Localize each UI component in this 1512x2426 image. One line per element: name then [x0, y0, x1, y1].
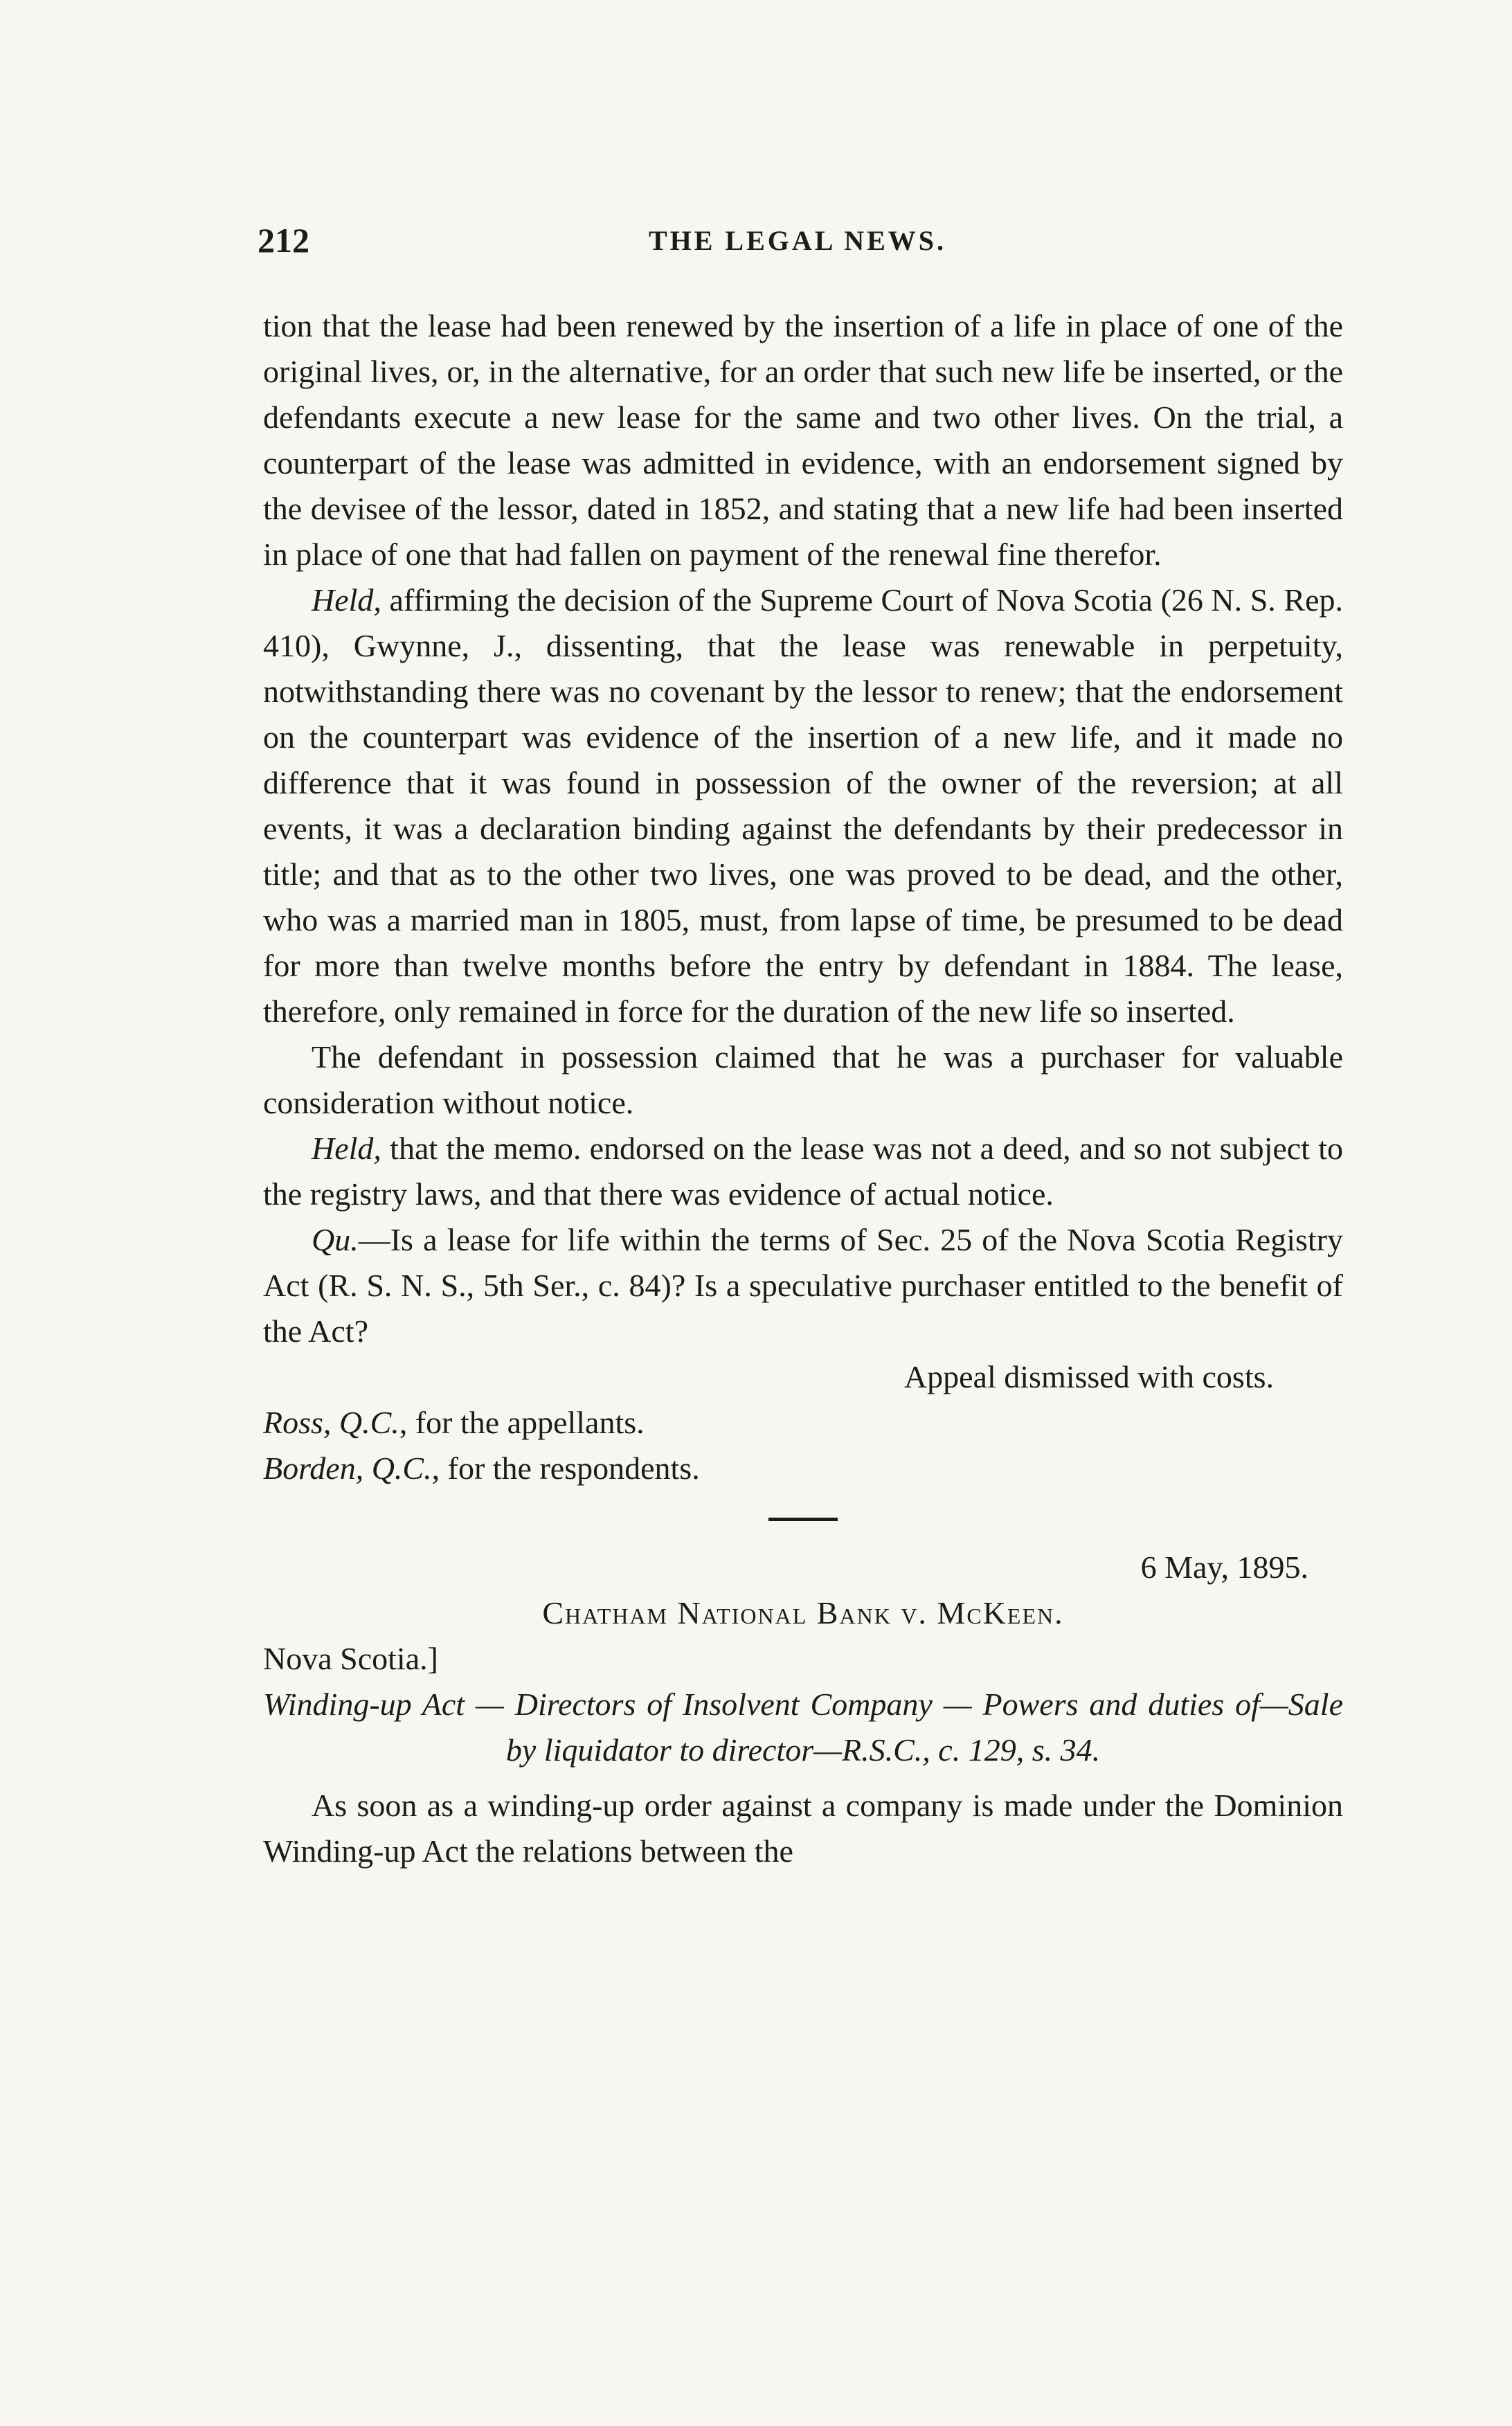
- counsel-appellants: [263, 1400, 1343, 1446]
- counsel-name: Ross, Q.C.: [263, 1405, 399, 1440]
- spacer: [263, 1773, 1343, 1783]
- disposition: Appeal dismissed with costs.: [903, 1359, 1274, 1394]
- paragraph-held-1: [263, 577, 1343, 1034]
- paragraph-held-2: [263, 1126, 1343, 1217]
- held-label: Held,: [312, 1131, 381, 1166]
- paragraph-query: [263, 1217, 1343, 1354]
- held-text: affirming the decision of the Supreme Court of Nova Scotia (26 N. S. Rep. 410), Gwynne, J., dissenting, that the lease was renewable in perpetuity, notwithstanding there was no covenant by the lessor to renew; that the endorsement on the counterpart was evidence of the insertion of a new life, and it made no difference that it was found in possession of the owner of the reversion; at all events, it was a declaration binding against the defendants by their predecessor in title; and that as to the other two lives, one was proved to be dead, and the other, who was a married man in 1805, must, from lapse of time, be presumed to be dead for more than twelve months before the entry by defendant in 1884. The lease, therefore, only remained in force for the duration of the new life so inserted.: [263, 582, 1343, 1029]
- paragraph-defendant-claim: The defendant in possession claimed that he was a purchaser for valuable consideration without notice.: [263, 1039, 1343, 1120]
- case-date: 6 May, 1895.: [1140, 1549, 1308, 1585]
- page-number: 212: [258, 221, 309, 260]
- case-title: Chatham National Bank v. McKeen.: [542, 1595, 1064, 1630]
- court-label: Nova Scotia.]: [263, 1641, 438, 1676]
- counsel-role: , for the appellants.: [399, 1405, 645, 1440]
- case-syllabus: Winding-up Act — Directors of Insolvent Company — Powers and duties of—Sale by liquidator to director—R.S.C., c. 129, s. 34.: [263, 1687, 1343, 1768]
- paragraph-opening: As soon as a winding-up order against a company is made under the Dominion Winding-up Act the relations between the: [263, 1788, 1343, 1869]
- counsel-name: Borden, Q.C.: [263, 1450, 432, 1486]
- running-title: THE LEGAL NEWS.: [648, 225, 947, 256]
- held-label: Held,: [312, 582, 381, 618]
- counsel-role: , for the respondents.: [431, 1450, 700, 1486]
- counsel-respondents: [263, 1446, 1343, 1491]
- query-text: —Is a lease for life within the terms of Sec. 25 of the Nova Scotia Registry Act (R. S. N. S., 5th Ser., c. 84)? Is a speculative purchaser entitled to the benefit of the Act?: [263, 1222, 1343, 1349]
- paragraph-continuation: tion that the lease had been renewed by the insertion of a life in place of one of the original lives, or, in the alternative, for an order that such new life be inserted, or the defendants execute a new lease for the same and two other lives. On the trial, a counterpart of the lease was admitted in evidence, with an endorsement signed by the devisee of the lessor, dated in 1852, and stating that a new life had been inserted in place of one that had fallen on payment of the renewal fine therefor.: [263, 308, 1343, 572]
- page-body: [263, 303, 1343, 1874]
- section-divider: [768, 1518, 838, 1521]
- page-header: [258, 220, 1338, 269]
- held-text: that the memo. endorsed on the lease was not a deed, and so not subject to the registry laws, and that there was evidence of actual notice.: [263, 1131, 1343, 1212]
- query-label: Qu.: [312, 1222, 359, 1257]
